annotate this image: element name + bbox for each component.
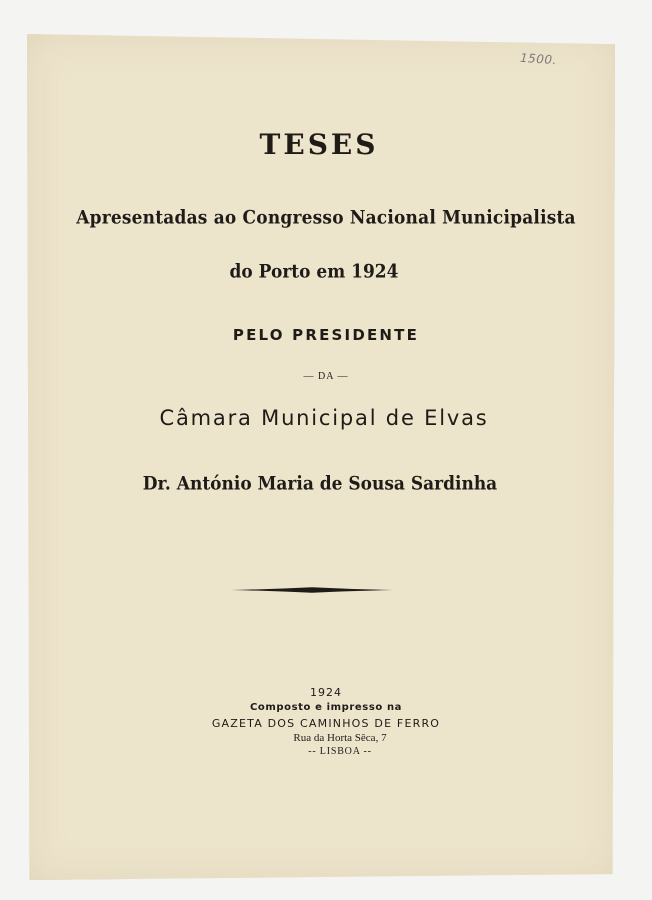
imprint-printer: GAZETA DOS CAMINHOS DE FERRO <box>211 717 441 730</box>
by-line: PELO PRESIDENTE <box>232 326 420 344</box>
imprint-composed: Composto e impresso na <box>249 702 403 713</box>
decorative-rule <box>231 586 393 594</box>
subtitle-line-1: Apresentadas ao Congresso Nacional Municipalista <box>76 207 576 229</box>
da-line: — DA — <box>303 371 349 382</box>
imprint-year: 1924 <box>310 686 342 699</box>
handwritten-note: 1500. <box>519 50 558 68</box>
imprint-address: Rua da Horta Sêca, 7 <box>293 732 387 744</box>
author-name: Dr. António Maria de Sousa Sardinha <box>142 473 498 495</box>
document-title: TESES <box>259 128 379 161</box>
imprint-city: -- LISBOA -- <box>308 746 372 757</box>
institution-name: Câmara Municipal de Elvas <box>159 406 489 430</box>
subtitle-line-2: do Porto em 1924 <box>229 261 399 283</box>
